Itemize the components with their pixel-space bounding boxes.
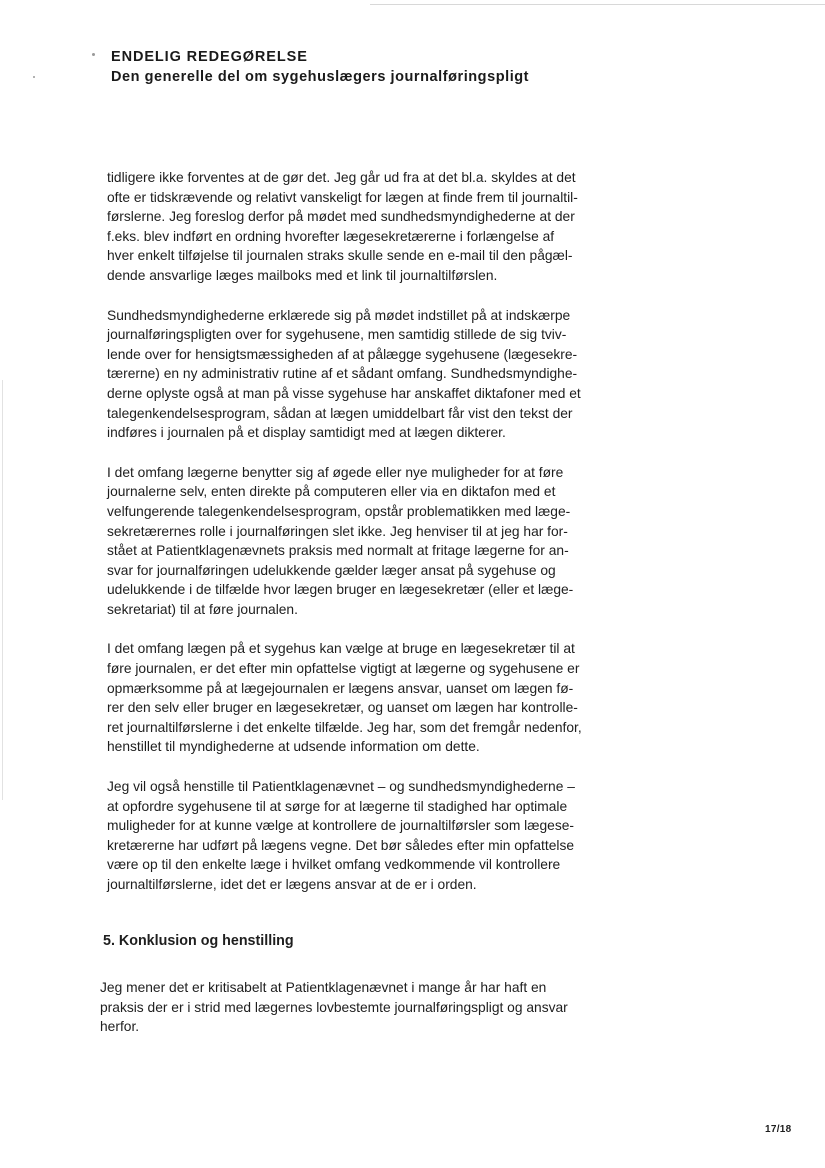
scan-speck [92,53,95,56]
text-line: ret journaltilførslerne i det enkelte tilfælde. Jeg har, som det fremgår nedenfor, [107,719,582,735]
text-line: førslerne. Jeg foreslog derfor på mødet med sundhedsmyndighederne at der [107,209,575,225]
text-line: svar for journalføringen udelukkende gælder læger ansat på sygehuse og [107,562,556,578]
text-line: I det omfang lægen på et sygehus kan vælge at bruge en lægesekretær til at [107,641,575,657]
paragraph [107,168,592,286]
text-line: journaltilførslerne, idet det er lægens ansvar at de er i orden. [107,877,477,892]
document-header [111,47,791,87]
scan-border-top [370,4,825,5]
text-line: opmærksomme på at lægejournalen er lægens ansvar, uanset om lægen fø- [107,680,574,696]
document-title: ENDELIG REDEGØRELSE [111,49,308,65]
text-line: Jeg vil også henstille til Patientklagenævnet – og sundhedsmyndighederne – [107,779,575,795]
text-line: kretærerne har udført på lægens vegne. Det bør således efter min opfattelse [107,837,575,853]
document-subtitle: Den generelle del om sygehuslægers journalføringspligt [111,69,530,85]
text-line: ofte er tidskrævende og relativt vanskeligt for lægen at finde frem til journaltil- [107,189,578,205]
text-line: journalerne selv, enten direkte på computeren eller via en diktafon med et [107,484,556,500]
text-line: herfor. [100,1019,140,1035]
text-line: muligheder for at kunne vælge at kontrollere de journaltilførsler som lægese- [107,818,575,834]
paragraph [107,777,592,895]
text-line: talegenkendelsesprogram, sådan at lægen umiddelbart får vist den tekst der [107,405,573,421]
scan-speck [33,76,35,78]
text-line: stået at Patientklagenævnets praksis med normalt at fritage lægerne for an- [107,543,569,559]
paragraph [107,306,592,443]
text-line: f.eks. blev indført en ordning hvorefter lægesekretærerne i forlængelse af [107,228,555,244]
text-line: tidligere ikke forventes at de gør det. Jeg går ud fra at det bl.a. skyldes at det [107,170,576,185]
section-heading: 5. Konklusion og henstilling [103,933,294,949]
text-line: Sundhedsmyndighederne erklærede sig på mødet indstillet på at indskærpe [107,307,571,323]
text-line: sekretariat) til at føre journalen. [107,601,298,617]
document-body [107,168,592,915]
text-line: dende ansvarlige læges mailboks med et link til journaltilførslen. [107,267,498,283]
text-line: være op til den enkelte læge i hvilket omfang vedkommende vil kontrollere [107,857,561,873]
paragraph [107,639,592,757]
conclusion-paragraph [100,978,568,1037]
text-line: udelukkende i de tilfælde hvor lægen bruger en lægesekretær (eller et læge- [107,582,574,598]
text-line: derne oplyste også at man på visse sygehuse har anskaffet diktafoner med et [107,385,581,401]
scan-border-left [2,380,3,800]
text-line: lende over for hensigtsmæssigheden af at pålægge sygehusene (lægesekre- [107,346,578,362]
text-line: praksis der er i strid med lægernes lovbestemte journalføringspligt og ansvar [100,999,568,1015]
text-line: sekretærernes rolle i journalføringen slet ikke. Jeg henviser til at jeg har for- [107,523,568,539]
text-line: journalføringspligten over for sygehusene, men samtidig stillede de sig tviv- [107,327,567,343]
text-line: rer den selv eller bruger en lægesekretær, og uanset om lægen har kontrolle- [107,700,578,716]
text-line: hver enkelt tilføjelse til journalen straks skulle sende en e-mail til den pågæl- [107,248,573,264]
text-line: I det omfang lægerne benytter sig af øgede eller nye muligheder for at føre [107,464,564,480]
text-line: at opfordre sygehusene til at sørge for at lægerne til stadighed har optimale [107,798,568,814]
page-number: 17/18 [765,1124,792,1135]
text-line: indføres i journalen på et display samtidigt med at lægen dikterer. [107,425,506,441]
text-line: Jeg mener det er kritisabelt at Patientklagenævnet i mange år har haft en [100,980,547,995]
text-line: tærerne) en ny administrativ rutine af et sådant omfang. Sundhedsmyndighe- [107,366,578,382]
text-line: velfungerende talegenkendelsesprogram, opstår problematikken med læge- [107,503,571,519]
paragraph [107,463,592,620]
text-line: henstillet til myndighederne at udsende information om dette. [107,739,480,755]
text-line: føre journalen, er det efter min opfattelse vigtigt at lægerne og sygehusene er [107,661,580,677]
